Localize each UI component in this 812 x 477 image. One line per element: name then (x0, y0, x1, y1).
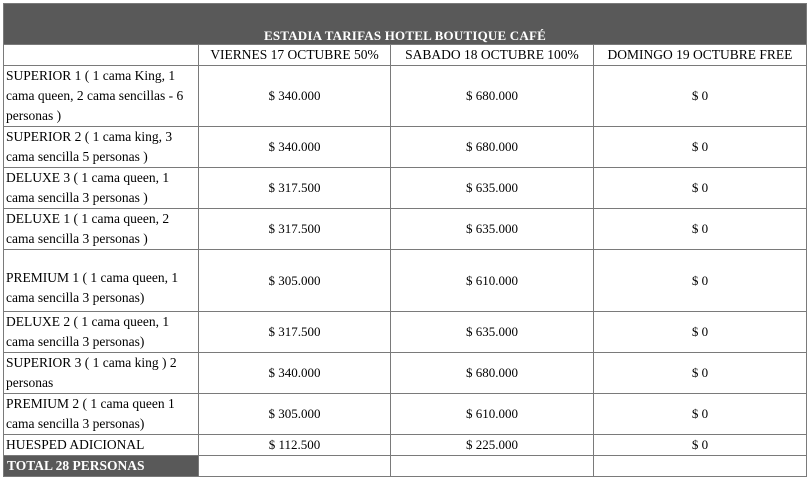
title-band (4, 4, 807, 25)
table-row (4, 435, 807, 456)
price-sunday: $ 0 (594, 209, 807, 250)
price-sunday: $ 0 (594, 127, 807, 168)
price-friday: $ 305.000 (199, 394, 391, 435)
price-saturday: $ 680.000 (391, 66, 594, 127)
table-row (4, 127, 807, 168)
header-friday: VIERNES 17 OCTUBRE 50% (199, 45, 391, 66)
room-name: SUPERIOR 1 ( 1 cama King, 1 cama queen, 2 cama sencillas - 6 personas ) (4, 66, 199, 127)
price-sunday: $ 0 (594, 250, 807, 312)
price-friday: $ 112.500 (199, 435, 391, 456)
price-sunday: $ 0 (594, 353, 807, 394)
price-friday: $ 317.500 (199, 209, 391, 250)
price-friday: $ 317.500 (199, 312, 391, 353)
header-sunday: DOMINGO 19 OCTUBRE FREE (594, 45, 807, 66)
price-sunday: $ 0 (594, 168, 807, 209)
room-name: DELUXE 3 ( 1 cama queen, 1 cama sencilla 3 personas ) (4, 168, 199, 209)
column-header-row (4, 45, 807, 66)
room-name: HUESPED ADICIONAL (4, 435, 199, 456)
total-friday-empty (199, 456, 391, 477)
table-row (4, 209, 807, 250)
price-saturday: $ 610.000 (391, 394, 594, 435)
price-sunday: $ 0 (594, 394, 807, 435)
room-name: SUPERIOR 2 ( 1 cama king, 3 cama sencilla 5 personas ) (4, 127, 199, 168)
total-row (4, 456, 807, 477)
price-saturday: $ 680.000 (391, 353, 594, 394)
table-row (4, 250, 807, 312)
room-name: PREMIUM 2 ( 1 cama queen 1 cama sencilla 3 personas) (4, 394, 199, 435)
rates-table (3, 3, 807, 477)
table-row (4, 353, 807, 394)
total-sunday-empty (594, 456, 807, 477)
room-name (4, 250, 199, 312)
price-friday: $ 340.000 (199, 66, 391, 127)
table-row (4, 66, 807, 127)
price-friday: $ 305.000 (199, 250, 391, 312)
room-name-text: PREMIUM 1 ( 1 cama queen, 1 cama sencilla 3 personas) (6, 270, 179, 305)
total-saturday-empty (391, 456, 594, 477)
price-friday: $ 340.000 (199, 353, 391, 394)
table-row (4, 168, 807, 209)
price-saturday: $ 610.000 (391, 250, 594, 312)
price-saturday: $ 680.000 (391, 127, 594, 168)
table-row (4, 394, 807, 435)
price-sunday: $ 0 (594, 435, 807, 456)
header-saturday: SABADO 18 OCTUBRE 100% (391, 45, 594, 66)
room-name: DELUXE 1 ( 1 cama queen, 2 cama sencilla 3 personas ) (4, 209, 199, 250)
price-sunday: $ 0 (594, 66, 807, 127)
total-label: TOTAL 28 PERSONAS (4, 456, 199, 477)
rates-sheet (3, 3, 807, 477)
table-row (4, 312, 807, 353)
price-friday: $ 340.000 (199, 127, 391, 168)
title-row (4, 24, 807, 45)
price-saturday: $ 635.000 (391, 312, 594, 353)
header-room-blank (4, 45, 199, 66)
room-name: SUPERIOR 3 ( 1 cama king ) 2 personas (4, 353, 199, 394)
price-saturday: $ 225.000 (391, 435, 594, 456)
price-saturday: $ 635.000 (391, 209, 594, 250)
room-name: DELUXE 2 ( 1 cama queen, 1 cama sencilla 3 personas) (4, 312, 199, 353)
table-title: ESTADIA TARIFAS HOTEL BOUTIQUE CAFÉ (4, 24, 807, 45)
price-saturday: $ 635.000 (391, 168, 594, 209)
price-friday: $ 317.500 (199, 168, 391, 209)
price-sunday: $ 0 (594, 312, 807, 353)
